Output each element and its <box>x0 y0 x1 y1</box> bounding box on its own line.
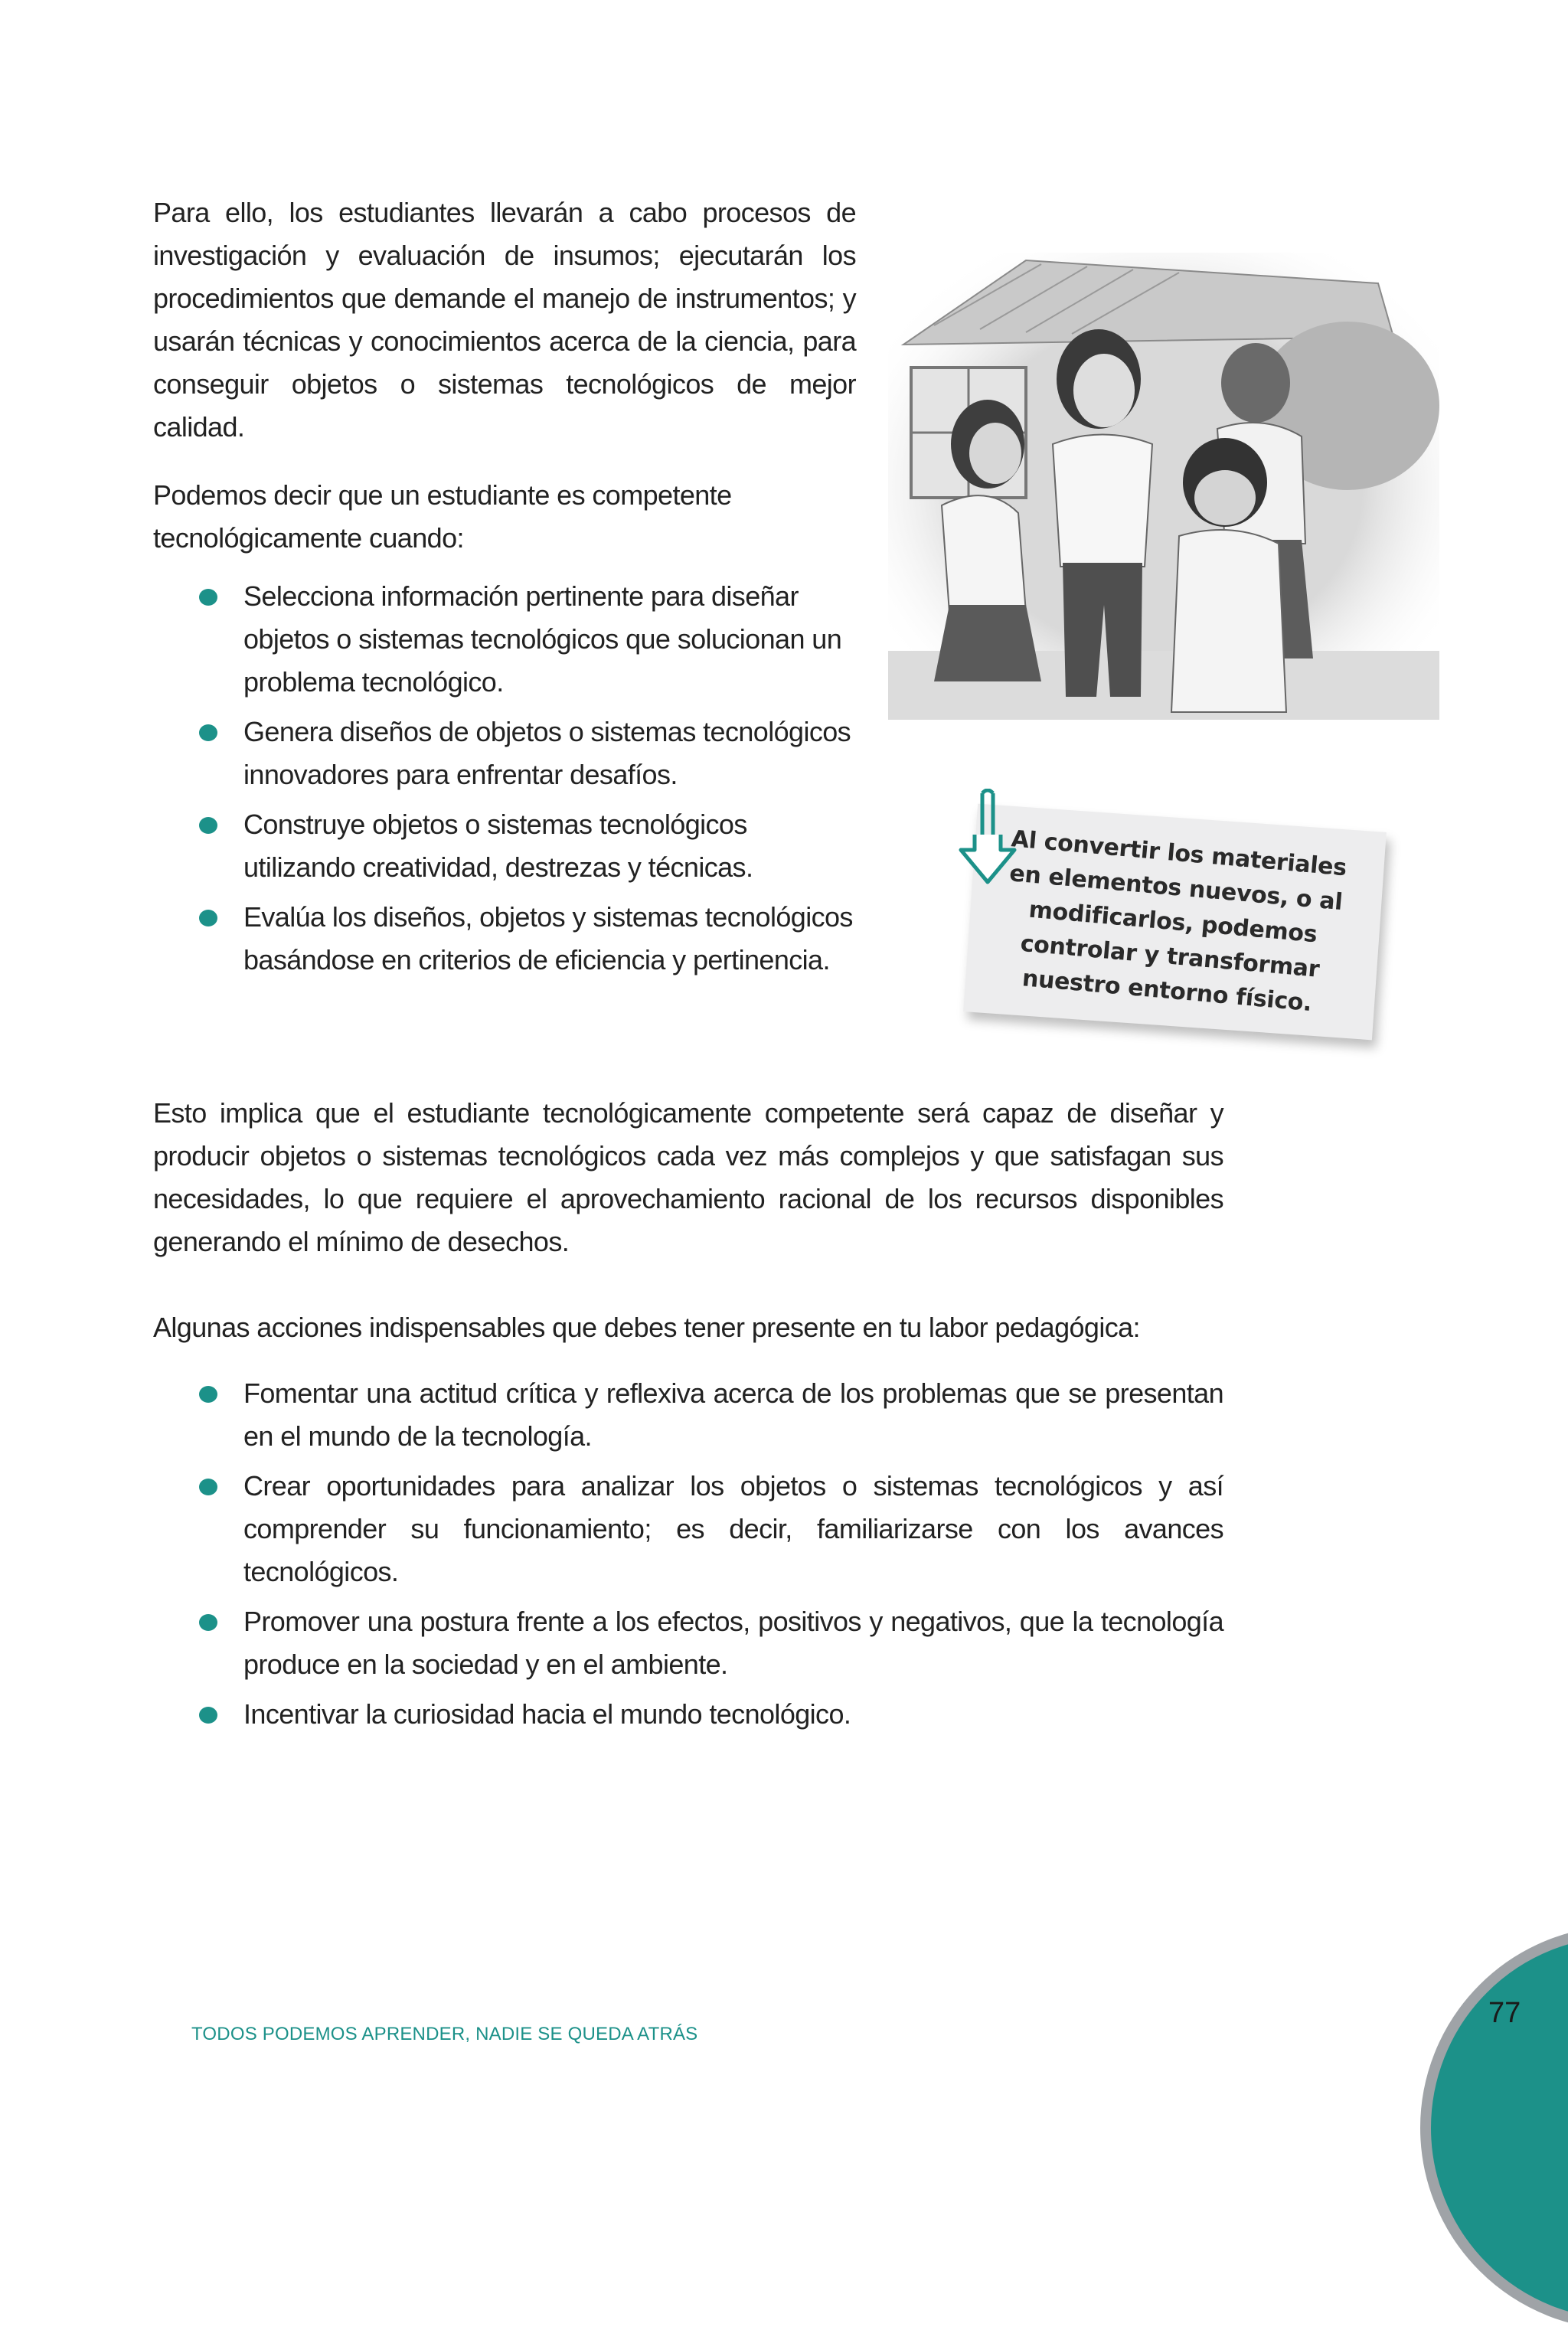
list-item: Promover una postura frente a los efectos, positivos y negativos, que la tecnología produce en la sociedad y en el ambiente. <box>153 1600 1223 1686</box>
list-item: Genera diseños de objetos o sistemas tecnológicos innovadores para enfrentar desafíos. <box>153 711 856 796</box>
bullet-icon <box>199 817 217 834</box>
footer-text: TODOS PODEMOS APRENDER, NADIE SE QUEDA ATRÁS <box>191 2024 698 2044</box>
list-item: Fomentar una actitud crítica y reflexiva acerca de los problemas que se presentan en el mundo de la tecnología. <box>153 1372 1223 1458</box>
list-item: Selecciona información pertinente para diseñar objetos o sistemas tecnológicos que solucionan un problema tecnológico. <box>153 575 856 704</box>
list-item: Crear oportunidades para analizar los objetos o sistemas tecnológicos y así comprender su funcionamiento; es decir, familiarizarse con los avances tecnológicos. <box>153 1465 1223 1593</box>
list-item: Evalúa los diseños, objetos y sistemas tecnológicos basándose en criterios de eficiencia y pertinencia. <box>153 896 856 982</box>
page-number: 77 <box>1488 1997 1521 2029</box>
bullet-icon <box>199 910 217 926</box>
bullet-icon <box>199 1707 217 1724</box>
list-item: Incentivar la curiosidad hacia el mundo tecnológico. <box>153 1693 1223 1736</box>
competent-intro: Podemos decir que un estudiante es competente tecnológicamente cuando: <box>153 479 732 554</box>
actions-list <box>153 1372 1223 1743</box>
bullet-icon <box>199 589 217 606</box>
bullet-icon <box>199 1614 217 1631</box>
list-item: Construye objetos o sistemas tecnológicos utilizando creatividad, destrezas y técnicas. <box>153 803 856 889</box>
note-text: Al convertir los materiales en elementos nuevos, o al modificarlos, podemos controlar y transformar nuestro entorno físico. <box>1008 825 1348 1018</box>
page-corner-decoration <box>1420 1926 1568 2330</box>
bullet-icon <box>199 1479 217 1495</box>
bullet-icon <box>199 724 217 741</box>
implication-paragraph: Esto implica que el estudiante tecnológicamente competente será capaz de diseñar y producir objetos o sistemas tecnológicos cada vez más complejos y que satisfagan sus necesidades, lo que requiere el aprovechamiento racional de los recursos disponibles generando el mínimo de desechos. <box>153 1097 1223 1257</box>
competent-list <box>153 575 856 989</box>
sticky-note <box>953 789 1390 1064</box>
intro-paragraph: Para ello, los estudiantes llevarán a cabo procesos de investigación y evaluación de insumos; ejecutarán los procedimientos que demande el manejo de instrumentos; y usarán técnicas y conocimientos acerca de la ciencia, para conseguir objetos o sistemas tecnológicos de mejor calidad. <box>153 197 856 443</box>
actions-intro: Algunas acciones indispensables que debes tener presente en tu labor pedagógica: <box>153 1312 1140 1343</box>
bullet-icon <box>199 1386 217 1403</box>
children-illustration <box>888 253 1439 720</box>
